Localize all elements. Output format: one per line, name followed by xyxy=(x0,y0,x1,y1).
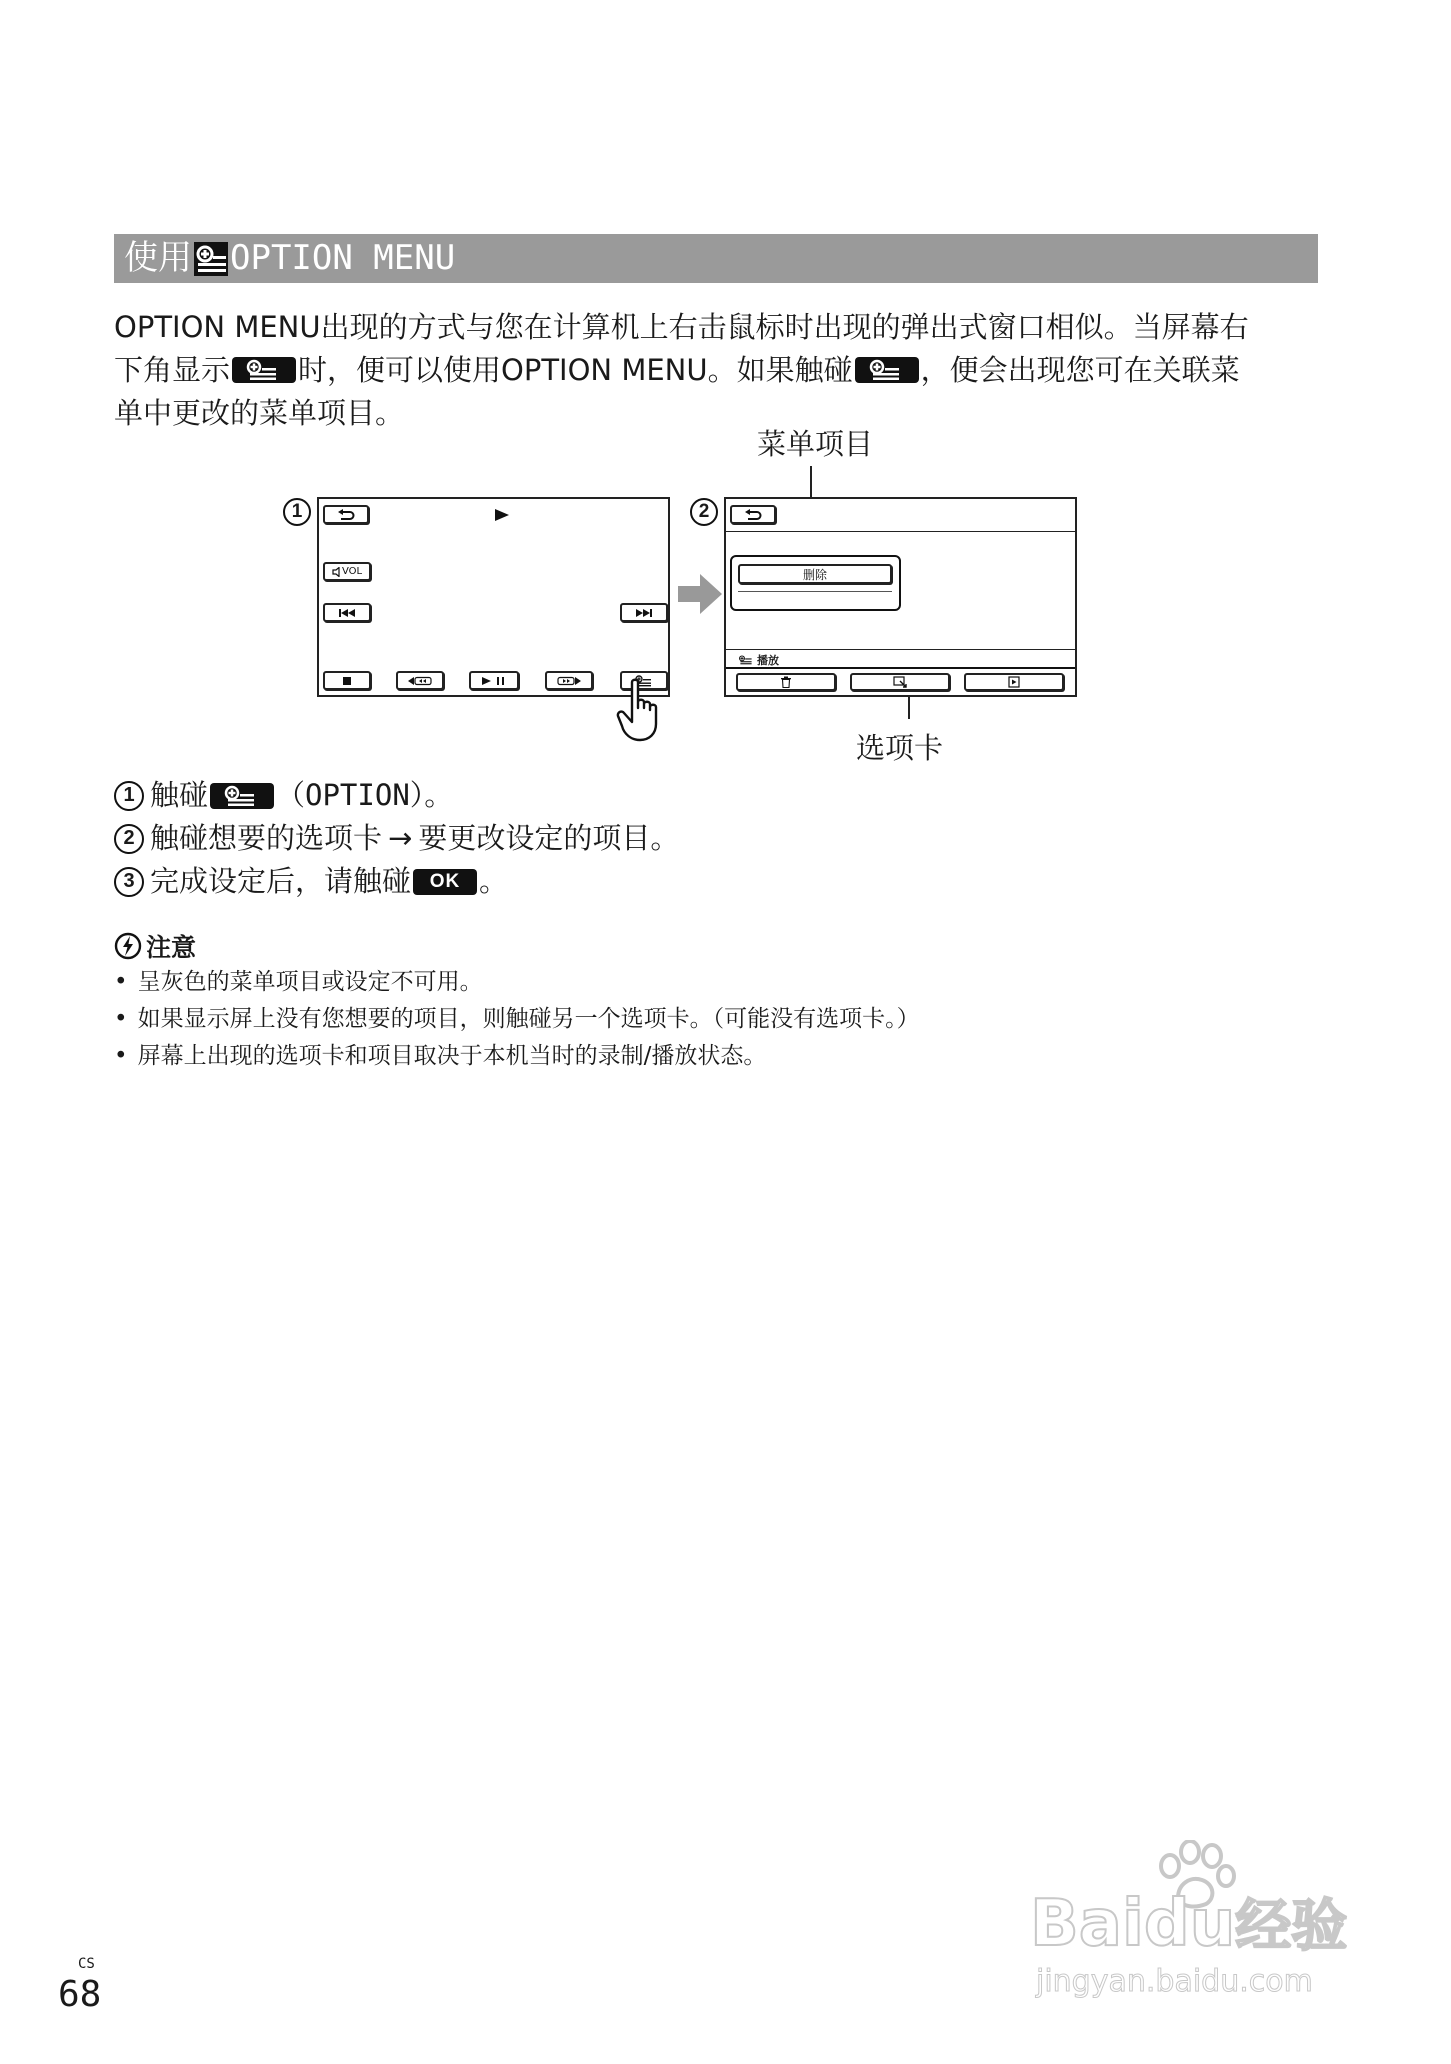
hand-pointer-icon xyxy=(614,678,664,742)
intro-paragraph xyxy=(114,306,1324,435)
transition-arrow-icon xyxy=(676,570,724,618)
section-title-prefix: 使用 xyxy=(124,238,192,278)
intro-line-2 xyxy=(114,349,1324,392)
trash-icon xyxy=(780,676,792,688)
caution-icon xyxy=(114,932,142,960)
section-title-main: OPTION MENU xyxy=(230,238,456,278)
play-pause-button[interactable] xyxy=(469,671,519,690)
step-text: 完成设定后，请触碰 xyxy=(150,864,412,898)
next-button[interactable] xyxy=(620,603,668,622)
menu-item-delete[interactable]: 删除 xyxy=(738,564,892,584)
volume-label: VOL xyxy=(341,566,363,577)
step-text: 触碰 xyxy=(150,778,209,812)
playback-icon xyxy=(1008,676,1020,688)
step-2 xyxy=(114,817,679,860)
back-arrow-icon xyxy=(336,509,356,521)
option-menu-icon xyxy=(738,654,754,666)
option-chip-icon xyxy=(855,357,919,383)
ok-button-icon: OK xyxy=(413,869,477,895)
notes-list xyxy=(114,964,920,1075)
note-item: • 如果显示屏上没有您想要的项目，则触碰另一个选项卡。（可能没有选项卡。） xyxy=(114,1001,920,1038)
watermark-url: jingyan.baidu.com xyxy=(1036,1964,1313,1999)
watermark-brand-c: 经验 xyxy=(1235,1894,1348,1959)
play-status-icon xyxy=(495,509,509,521)
menu-popup xyxy=(730,555,901,611)
skip-next-icon xyxy=(633,608,655,618)
notes-title-text: 注意 xyxy=(146,933,197,962)
fast-forward-icon xyxy=(555,676,583,686)
intro-text: 下角显示 xyxy=(114,353,231,387)
watermark-brand-b: du xyxy=(1143,1887,1236,1961)
back-arrow-icon xyxy=(743,509,763,521)
watermark-brand-a: Bai xyxy=(1030,1887,1144,1961)
stop-button[interactable] xyxy=(323,671,371,690)
step-1 xyxy=(114,774,679,817)
option-chip-icon xyxy=(232,357,296,383)
note-item: • 呈灰色的菜单项目或设定不可用。 xyxy=(114,964,920,1001)
right-arrow-icon: → xyxy=(388,821,413,855)
tab-delete[interactable] xyxy=(736,673,836,691)
rewind-button[interactable] xyxy=(396,671,444,690)
option-menu-icon xyxy=(194,241,228,275)
page-language: CS xyxy=(78,1956,95,1972)
back-button[interactable] xyxy=(730,505,776,524)
screen2 xyxy=(724,497,1077,697)
step-text: 。 xyxy=(479,864,509,898)
play-pause-icon xyxy=(480,676,508,686)
intro-line-1: OPTION MENU出现的方式与您在计算机上右击鼠标时出现的弹出式窗口相似。当屏幕右 xyxy=(114,310,1249,344)
note-item: • 屏幕上出现的选项卡和项目取决于本机当时的录制/播放状态。 xyxy=(114,1038,920,1075)
step-3 xyxy=(114,860,679,903)
screen2-footer-divider xyxy=(726,649,1075,650)
rewind-icon xyxy=(406,676,434,686)
intro-line-3: 单中更改的菜单项目。 xyxy=(114,396,405,430)
speaker-icon xyxy=(332,567,342,577)
callout-line-tab xyxy=(908,695,910,719)
section-header xyxy=(114,234,1318,283)
tab-edit[interactable] xyxy=(850,673,950,691)
edit-select-icon xyxy=(893,676,907,688)
intro-text: 时，便可以使用OPTION MENU。如果触碰 xyxy=(298,353,853,387)
mode-indicator xyxy=(738,652,779,668)
previous-button[interactable] xyxy=(323,603,371,622)
callout-menu-item: 菜单项目 xyxy=(757,427,874,461)
page-number: 68 xyxy=(58,1974,102,2015)
tab-playback[interactable] xyxy=(964,673,1064,691)
step-number: 2 xyxy=(114,824,144,854)
screen2-step-number: 2 xyxy=(690,498,718,526)
option-chip-icon xyxy=(210,783,274,809)
fast-forward-button[interactable] xyxy=(545,671,593,690)
screen2-header-divider xyxy=(726,531,1075,532)
notes-title xyxy=(114,928,196,964)
skip-previous-icon xyxy=(336,608,358,618)
step-text: 要更改设定的项目。 xyxy=(418,821,680,855)
screen1-step-number: 1 xyxy=(283,498,311,526)
menu-item-empty xyxy=(738,591,892,602)
volume-button[interactable] xyxy=(323,562,371,581)
mode-label: 播放 xyxy=(757,654,779,667)
step-text: （OPTION）。 xyxy=(276,778,454,812)
step-text: 触碰想要的选项卡 xyxy=(150,821,383,855)
step-number: 3 xyxy=(114,867,144,897)
back-button[interactable] xyxy=(323,505,369,524)
callout-tab: 选项卡 xyxy=(856,731,944,765)
tab-bar xyxy=(726,667,1075,695)
screen1 xyxy=(317,497,670,697)
intro-text: ，便会出现您可在关联菜 xyxy=(920,353,1240,387)
steps-list xyxy=(114,774,679,903)
stop-icon xyxy=(342,676,352,686)
step-number: 1 xyxy=(114,781,144,811)
